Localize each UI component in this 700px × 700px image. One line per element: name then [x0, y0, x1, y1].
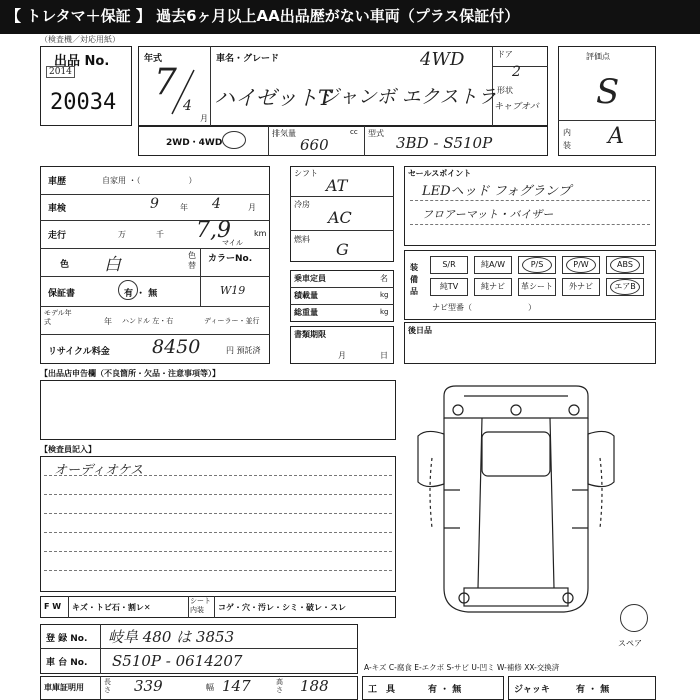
interior-label: 内装 [563, 128, 571, 150]
capacity-unit: 名 [380, 274, 388, 283]
cert-width: 147 [222, 677, 251, 695]
equipment-item: 純TV [430, 278, 468, 296]
color-no-label: カラーNo. [208, 254, 253, 264]
declaration-label: 【出品店申告欄（不良箇所・欠品・注意事項等）】 [40, 369, 220, 378]
equipment-item: 外ナビ [562, 278, 600, 296]
equipment-item: エアB [606, 278, 644, 296]
capacity-label: 乗車定員 [294, 274, 326, 283]
mileage-unit2: 千 [156, 230, 164, 239]
mileage-mile-unit: マイル [222, 239, 243, 247]
model-info-handle: ハンドル 左・右 [122, 317, 174, 325]
car-drive: 4WD [420, 49, 465, 70]
equipment-selected-circle [522, 257, 552, 273]
inspection-month: 4 [212, 196, 221, 212]
jack-options: 有 ・ 無 [576, 685, 610, 695]
later-label: 後日品 [408, 326, 432, 335]
car-name-main: ハイゼットT [214, 86, 332, 110]
ruled-line [44, 513, 392, 514]
equipment-selected-circle [566, 257, 596, 273]
equipment-item: P/W [562, 256, 600, 274]
sales-line2: フロアーマット・バイザー [422, 208, 554, 221]
inspection-label: 車検 [48, 204, 67, 214]
model-code-value: 3BD - S510P [396, 134, 493, 152]
shift-label: シフト [294, 169, 318, 178]
declaration-box [40, 380, 396, 440]
lot-label: 出品 No. [54, 54, 110, 69]
cert-long-label: 長さ [104, 678, 111, 694]
registration-value: 岐阜 480 は 3853 [108, 628, 235, 646]
load-label: 積載量 [294, 291, 318, 300]
car-name-label: 車名・グレード [216, 54, 280, 64]
color-no-value: W19 [220, 284, 246, 297]
model-info-label: モデル年式 [44, 309, 72, 326]
chassis-value: S510P - 0614207 [112, 652, 243, 670]
inspection-month-unit: 月 [248, 203, 256, 212]
jack-label: ジャッキ [514, 685, 550, 695]
score-value: S [596, 72, 620, 112]
header-subtitle: （検査機／対応用紙） [40, 35, 120, 44]
equipment-label: 装備品 [410, 263, 418, 296]
recycle-value: 8450 [152, 336, 201, 358]
displacement-value: 660 [300, 136, 329, 154]
warranty-yes-circle [118, 280, 138, 300]
lot-year-tag: 2014 [46, 66, 75, 78]
equipment-item: P/S [518, 256, 556, 274]
sales-label: セールスポイント [408, 169, 472, 178]
fw-text: キズ・トビ石・割レ✕ [72, 603, 151, 612]
tools-options: 有 ・ 無 [428, 685, 462, 695]
interior-value: A [608, 124, 624, 149]
header-title: 【 トレタマ＋保証 】 過去6ヶ月以上AA出品歴がない車両（プラス保証付） [6, 7, 520, 25]
navi-label: ナビ型番（ ） [432, 303, 536, 312]
car-name-grade: ジャンボ エクストラ [320, 86, 497, 108]
cert-height: 188 [300, 677, 329, 695]
mileage-km-unit: km [254, 229, 267, 238]
equipment-item: 革シート [518, 278, 556, 296]
year-label: 年式 [144, 54, 163, 64]
lot-number: 20034 [50, 90, 117, 115]
ruled-line [44, 532, 392, 533]
shape-value: キャブオバ [494, 102, 539, 112]
cert-long: 339 [134, 677, 163, 695]
car-diagram [408, 378, 624, 626]
year-slash [168, 68, 198, 116]
warranty-label: 保証書 [48, 289, 76, 299]
recycle-unit: 円 預託済 [226, 346, 261, 355]
inspector-label: 【検査員記入】 [40, 445, 96, 454]
ruled-line [44, 551, 392, 552]
docs-label: 書類期限 [294, 330, 326, 339]
mileage-unit1: 万 [118, 230, 126, 239]
mileage-value: 7,9 [196, 218, 231, 243]
equipment-item: 純ナビ [474, 278, 512, 296]
equipment-item: S/R [430, 256, 468, 274]
registration-label: 登 録 No. [46, 634, 88, 644]
later-box [404, 322, 656, 364]
equipment-selected-circle [610, 257, 640, 273]
drivetrain-label: 2WD・4WD [166, 138, 223, 148]
color-side-label: 色替 [188, 251, 196, 270]
equipment-item: 純A/W [474, 256, 512, 274]
year-month: 4 [183, 98, 192, 114]
color-value: 白 [104, 255, 121, 275]
spare-label: スペア [618, 639, 642, 648]
ruled-line [44, 494, 392, 495]
year-value: 7 [154, 62, 177, 103]
fw-label: F W [44, 602, 62, 611]
load-unit: kg [380, 291, 389, 299]
shape-label: 形状 [497, 86, 513, 95]
certificate-label: 車庫証明用 [44, 683, 84, 692]
cert-width-label: 幅 [206, 683, 214, 692]
seat-text: コゲ・穴・汚レ・シミ・破レ・スレ [218, 603, 346, 612]
fuel-label: 燃料 [294, 235, 310, 244]
color-label: 色 [60, 260, 70, 270]
legend-text: A-キズ C-腐食 E-エクボ S-サビ U-凹ミ W-補修 XX-交換済 [364, 663, 560, 672]
weight-unit: kg [380, 308, 389, 316]
ruled-line [44, 570, 392, 571]
door-label: ドア [497, 50, 513, 59]
warranty-options: 有 ・ 無 [124, 289, 158, 299]
sales-line1: LEDヘッド フォグランプ [422, 184, 572, 199]
door-value: 2 [512, 64, 521, 80]
model-code-label: 型式 [368, 129, 384, 138]
recycle-label: リサイクル料金 [48, 347, 110, 357]
inspector-note: オーディオケス [54, 463, 144, 478]
seat-label: シート内装 [190, 597, 211, 614]
drivetrain-4wd-circle [222, 131, 246, 149]
mileage-label: 走行 [48, 231, 67, 241]
displacement-label: 排気量 [272, 129, 296, 138]
equipment-item: ABS [606, 256, 644, 274]
equipment-selected-circle [610, 279, 640, 295]
weight-label: 総重量 [294, 308, 318, 317]
inspection-year: 9 [150, 196, 159, 212]
model-info-year: 年 [104, 317, 112, 326]
history-label: 車歴 [48, 177, 67, 187]
tools-label: 工 具 [368, 685, 396, 695]
ac-value: AC [328, 208, 352, 227]
spare-tire-icon [620, 604, 648, 632]
score-label: 評価点 [586, 52, 610, 61]
inspection-year-unit: 年 [180, 203, 188, 212]
chassis-label: 車 台 No. [46, 658, 88, 668]
history-value: 自家用 ・（ ） [102, 176, 197, 185]
cert-height-label: 高さ [276, 678, 283, 694]
fuel-value: G [336, 240, 349, 259]
model-info-dealer: ディーラー・並行 [204, 317, 260, 325]
docs-day-unit: 日 [380, 351, 388, 360]
year-month-unit: 月 [200, 114, 208, 123]
ac-label: 冷房 [294, 200, 310, 209]
docs-unit: 月 [338, 351, 346, 360]
displacement-unit: cc [350, 128, 358, 136]
shift-value: AT [326, 176, 348, 195]
